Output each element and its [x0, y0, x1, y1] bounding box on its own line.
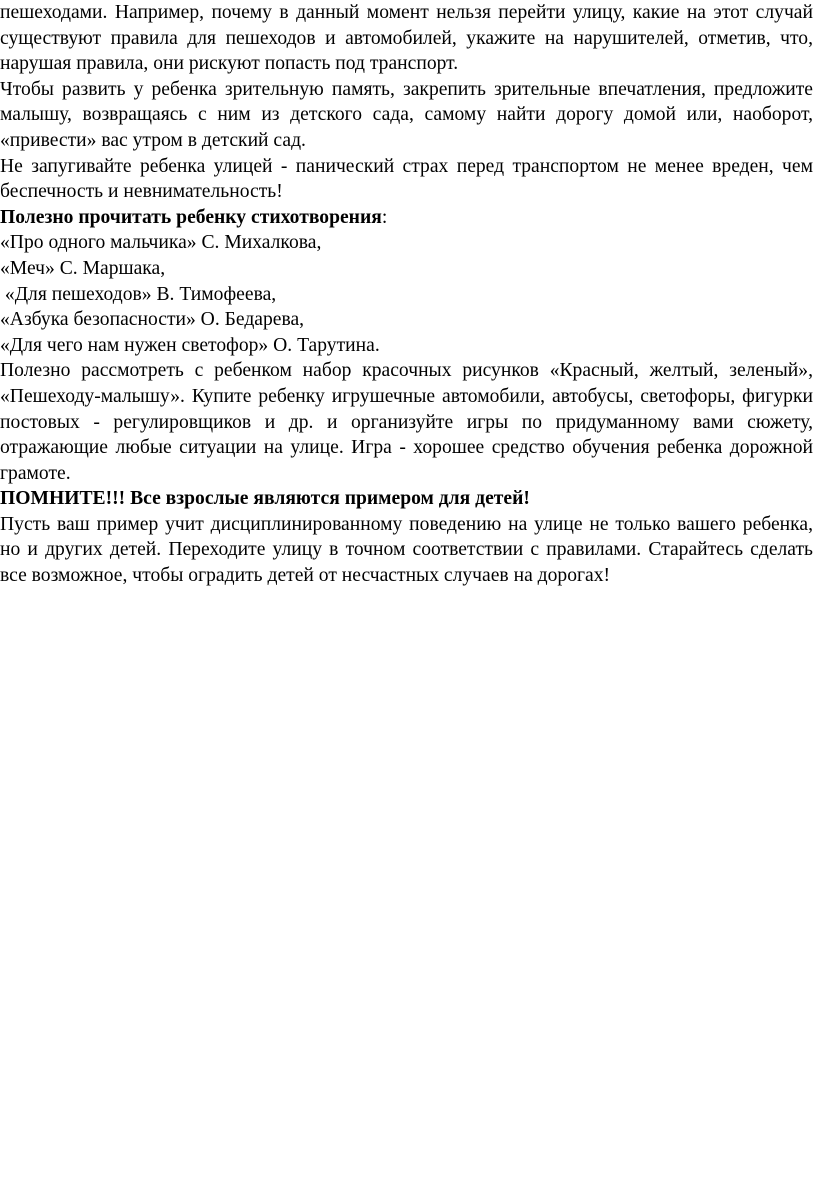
poem-item: «Меч» С. Маршака, — [0, 257, 166, 279]
remember-heading: ПОМНИТЕ!!! Все взрослые являются примером для детей! — [0, 488, 530, 510]
document-page — [0, 0, 813, 589]
poems-heading — [0, 205, 813, 231]
poems-heading-text: Полезно прочитать ребенку стихотворения — [0, 206, 382, 228]
paragraph-pictures-and-toys: Полезно рассмотреть с ребенком набор красочных рисунков «Красный, желтый, зеленый», «Пешеходу-малышу». Купите ребенку игрушечные автомобили, автобусы, светофоры, фигурки постовых - регулировщиков и др. и организуйте игры по придуманному вами сюжету, отражающие любые ситуации на улице. Игра - хорошее средство обучения ребенка дорожной грамоте. — [0, 360, 813, 484]
poem-item: «Азбука безопасности» О. Бедарева, — [0, 309, 305, 331]
paragraph-visual-memory: Чтобы развить у ребенка зрительную память, закрепить зрительные впечатления, предложите малышу, возвращаясь с ним из детского сада, самому найти дорогу домой или, наоборот, «привести» вас утром в детский сад. — [0, 78, 813, 151]
poem-item: «Про одного мальчика» С. Михалкова, — [0, 232, 322, 254]
paragraph-do-not-frighten: Не запугивайте ребенка улицей - панический страх перед транспортом не менее вреден, чем беспечность и невнимательность! — [0, 155, 813, 203]
paragraph-pedestrians: пешеходами. Например, почему в данный момент нельзя перейти улицу, какие на этот случай существуют правила для пешеходов и автомобилей, укажите на нарушителей, отметив, что, нарушая правила, они рискуют попасть под транспорт. — [0, 2, 813, 75]
poems-heading-colon: : — [381, 206, 388, 228]
poem-item: «Для пешеходов» В. Тимофеева, — [0, 283, 277, 305]
poem-item: «Для чего нам нужен светофор» О. Тарутина. — [0, 334, 380, 356]
paragraph-adult-example: Пусть ваш пример учит дисциплинированному поведению на улице не только вашего ребенка, но и других детей. Переходите улицу в точном соответствии с правилами. Старайтесь сделать все возможное, чтобы оградить детей от несчастных случаев на дорогах! — [0, 513, 813, 587]
